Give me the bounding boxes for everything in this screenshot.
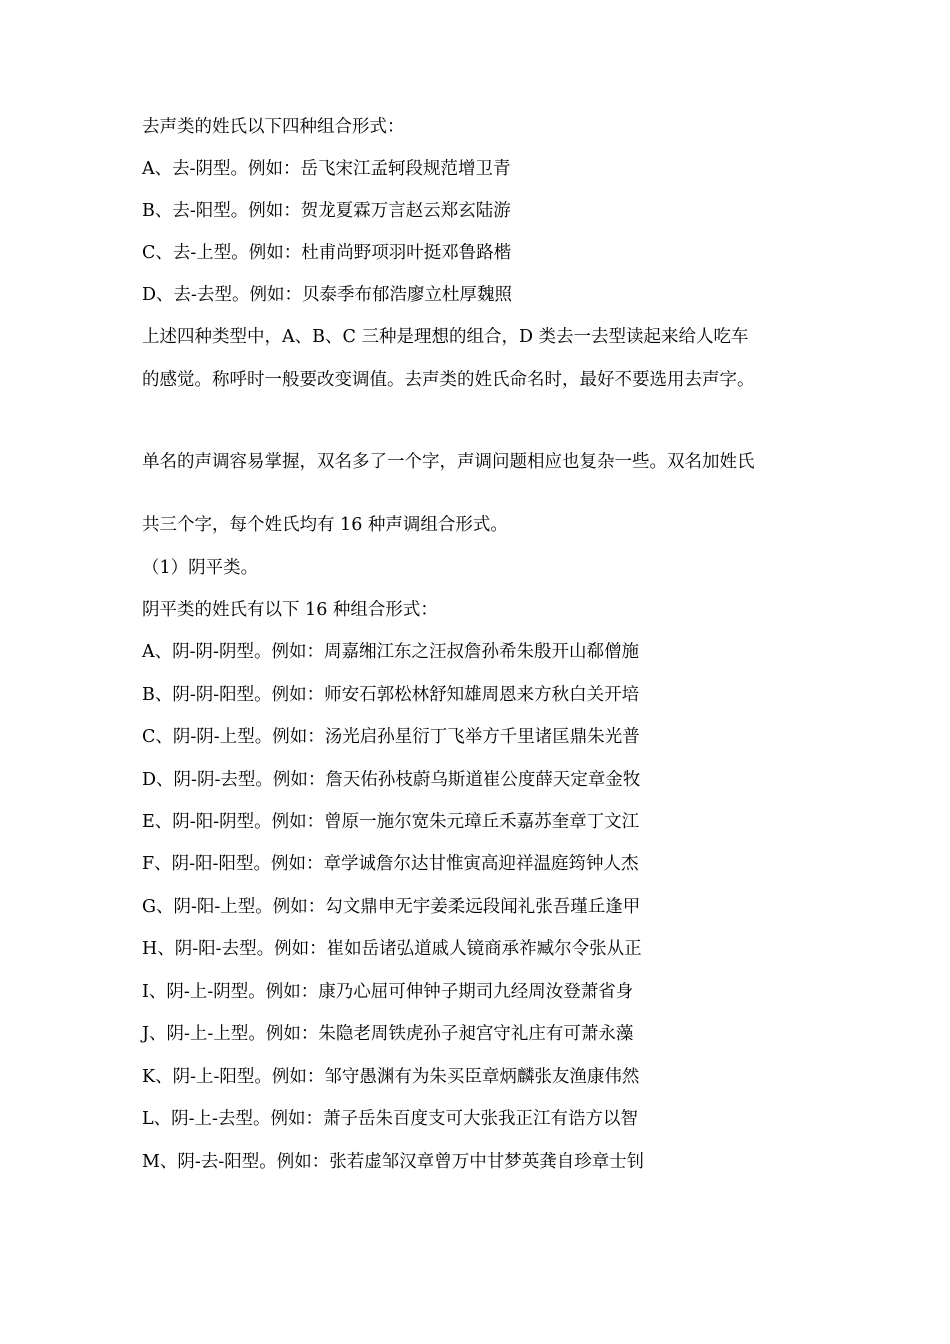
section1-summary-line1: 上述四种类型中，A、B、C 三种是理想的组合，D 类去一去型读起来给人吃车 — [142, 327, 749, 347]
section2-item-f: F、阴-阳-阳型。例如：章学诚詹尔达甘惟寅高迎祥温庭筠钟人杰 — [142, 854, 639, 874]
section2-paragraph-2: 共三个字，每个姓氏均有 16 种声调组合形式。 — [142, 515, 508, 535]
section1-item-c: C、去-上型。例如：杜甫尚野项羽叶挺邓鲁路楷 — [142, 243, 512, 263]
section2-item-d: D、阴-阴-去型。例如：詹天佑孙枝蔚乌斯道崔公度薛天定章金牧 — [142, 770, 641, 790]
section2-intro: 阴平类的姓氏有以下 16 种组合形式： — [142, 600, 438, 620]
section2-item-j: J、阴-上-上型。例如：朱隐老周铁虎孙子昶宫守礼庄有可萧永藻 — [142, 1024, 634, 1044]
section2-item-b: B、阴-阴-阳型。例如：师安石郭松林舒知雄周恩来方秋白关开培 — [142, 685, 640, 705]
section2-item-g: G、阴-阳-上型。例如：勾文鼎申无宇姜柔远段闻礼张吾瑾丘逢甲 — [142, 897, 641, 917]
section2-paragraph-1: 单名的声调容易掌握，双名多了一个字，声调问题相应也复杂一些。双名加姓氏 — [142, 452, 755, 472]
section2-heading: （1）阴平类。 — [142, 558, 259, 578]
section2-item-l: L、阴-上-去型。例如：萧子岳朱百度支可大张我正江有诰方以智 — [142, 1109, 638, 1129]
section2-item-c: C、阴-阴-上型。例如：汤光启孙星衍丁飞举方千里诸匡鼎朱光普 — [142, 727, 640, 747]
section2-item-k: K、阴-上-阳型。例如：邹守愚渊有为朱买臣章炳麟张友渔康伟然 — [142, 1067, 640, 1087]
section1-intro: 去声类的姓氏以下四种组合形式： — [142, 117, 405, 137]
section2-item-h: H、阴-阳-去型。例如：崔如岳诸弘道戚人镜商承祚臧尔令张从正 — [142, 939, 642, 959]
section1-item-a: A、去-阴型。例如：岳飞宋江孟轲段规范增卫青 — [142, 159, 511, 179]
section1-item-b: B、去-阳型。例如：贺龙夏霖万言赵云郑玄陆游 — [142, 201, 511, 221]
section1-summary-line2: 的感觉。称呼时一般要改变调值。去声类的姓氏命名时，最好不要选用去声字。 — [142, 370, 755, 390]
section2-item-e: E、阴-阳-阴型。例如：曾原一施尔宽朱元璋丘禾嘉苏奎章丁文江 — [142, 812, 640, 832]
section2-item-a: A、阴-阴-阴型。例如：周嘉缃江东之汪叔詹孙希朱殷开山郗僧施 — [142, 642, 639, 662]
section2-item-m: M、阴-去-阳型。例如：张若虚邹汉章曾万中甘梦英龚自珍章士钊 — [142, 1152, 645, 1172]
section1-item-d: D、去-去型。例如：贝泰季布郁浩廖立杜厚魏照 — [142, 285, 512, 305]
section2-item-i: I、阴-上-阴型。例如：康乃心屈可伸钟子期司九经周汝登萧省身 — [142, 982, 634, 1002]
